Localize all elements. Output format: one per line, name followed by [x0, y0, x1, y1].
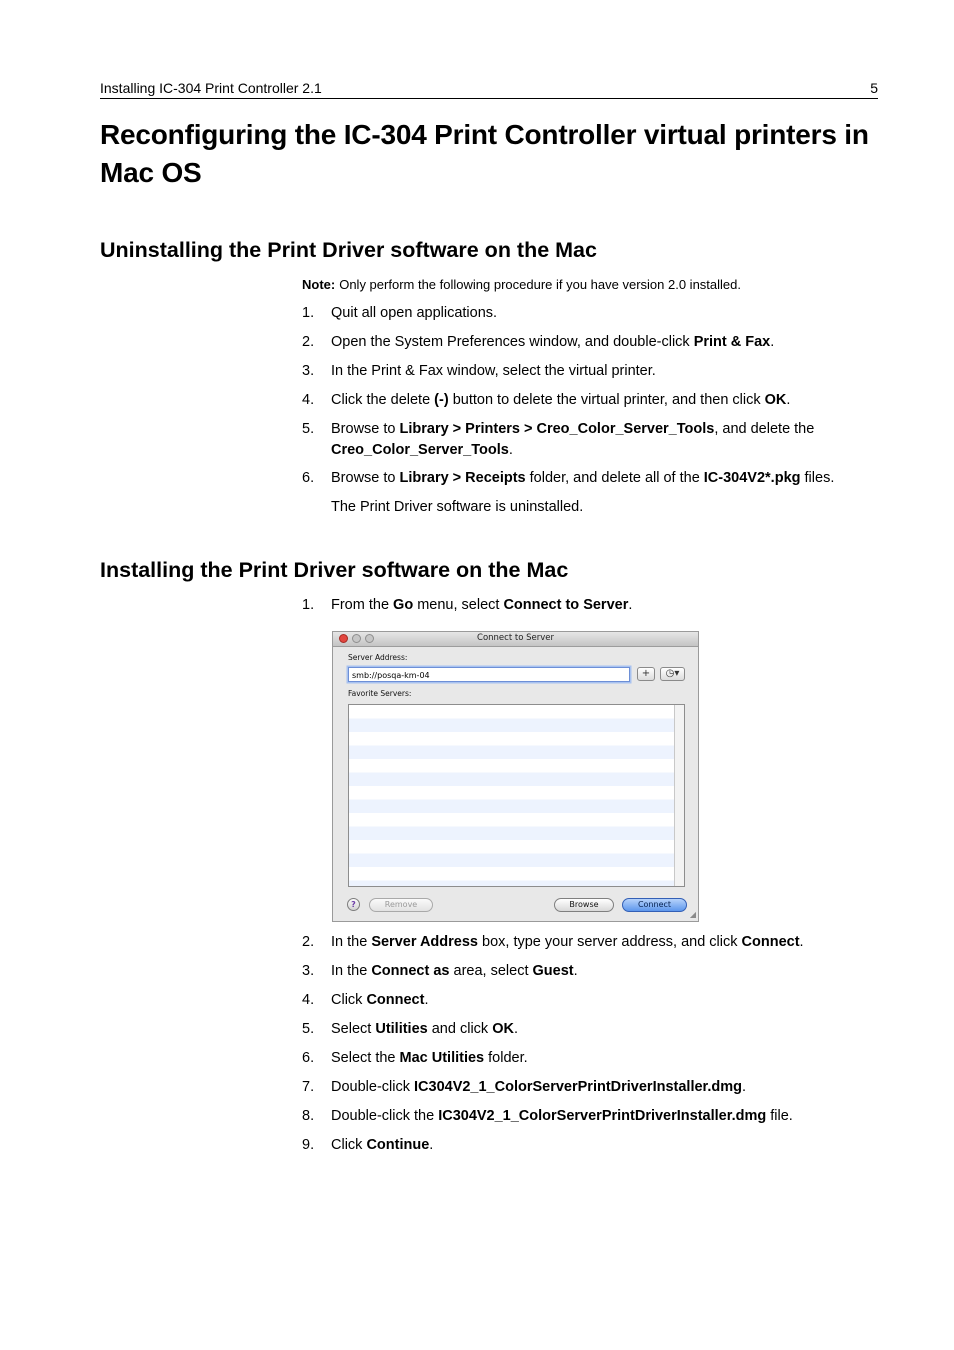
- step-emphasis: Guest: [532, 963, 574, 979]
- step-text-part: .: [628, 597, 633, 613]
- help-button[interactable]: ?: [347, 898, 360, 911]
- step-number: 6.: [302, 1050, 315, 1066]
- step-emphasis: Connect to Server: [503, 597, 629, 613]
- list-item: [302, 468, 872, 489]
- step-text-part: folder, and delete all of the: [525, 470, 704, 486]
- step-text: [331, 990, 872, 1011]
- step-text: [331, 932, 872, 953]
- step-text-part: In the: [331, 963, 372, 979]
- page-header: [100, 78, 878, 99]
- step-number: 5.: [302, 421, 315, 437]
- step-text-part: and click: [427, 1021, 493, 1037]
- step-emphasis: Print & Fax: [693, 334, 771, 350]
- step-emphasis: Connect: [366, 992, 425, 1008]
- step-text-part: area, select: [449, 963, 533, 979]
- recent-servers-button[interactable]: ◷▾: [660, 667, 685, 681]
- step-text-part: , and delete the: [714, 421, 815, 437]
- step-text-part: .: [742, 1079, 747, 1095]
- list-item: [302, 1106, 872, 1127]
- step-text-part: Quit all open applications.: [331, 305, 498, 321]
- list-item: [302, 932, 872, 953]
- step-text-part: Click: [331, 1137, 367, 1153]
- step-number: 3.: [302, 363, 315, 379]
- list-item: [302, 361, 872, 382]
- step-number: 9.: [302, 1137, 315, 1153]
- step-text-part: Double-click: [331, 1079, 414, 1095]
- step-emphasis: Connect: [741, 934, 800, 950]
- header-page-number: 5: [870, 80, 878, 96]
- step-text: [331, 419, 872, 461]
- section-heading-install: Installing the Print Driver software on the Mac: [100, 558, 569, 582]
- step-number: 4.: [302, 392, 315, 408]
- list-item: [302, 1135, 872, 1156]
- step-emphasis: Connect as: [371, 963, 450, 979]
- header-doc-title: Installing IC-304 Print Controller 2.1: [100, 80, 322, 96]
- server-address-label: Server Address:: [348, 653, 408, 662]
- step-emphasis: IC304V2_1_ColorServerPrintDriverInstaller.dmg: [414, 1079, 743, 1095]
- step-text-part: In the: [331, 934, 372, 950]
- remove-button[interactable]: Remove: [369, 898, 433, 912]
- step-text-part: box, type your server address, and click: [477, 934, 742, 950]
- step-emphasis: Server Address: [371, 934, 478, 950]
- step-number: 6.: [302, 470, 315, 486]
- connect-button[interactable]: Connect: [622, 898, 687, 912]
- step-text: [331, 595, 872, 616]
- note: [302, 277, 741, 292]
- favorite-servers-label: Favorite Servers:: [348, 689, 412, 698]
- step-text-part: .: [424, 992, 429, 1008]
- step-text-part: In the Print & Fax window, select the virtual printer.: [331, 363, 656, 379]
- step-emphasis: Library > Receipts: [399, 470, 526, 486]
- list-item: [302, 390, 872, 411]
- list-item: [302, 961, 872, 982]
- favorite-servers-list[interactable]: [348, 704, 685, 887]
- list-item: [302, 990, 872, 1011]
- step-text-part: .: [508, 442, 513, 458]
- step-emphasis: Continue: [366, 1137, 430, 1153]
- step-text-part: Open the System Preferences window, and double-click: [331, 334, 694, 350]
- list-item: [302, 303, 872, 324]
- browse-button[interactable]: Browse: [554, 898, 614, 912]
- favorite-servers-scrollbar[interactable]: [674, 705, 684, 886]
- step-emphasis: IC304V2_1_ColorServerPrintDriverInstaller.dmg: [438, 1108, 767, 1124]
- step-text: [331, 468, 872, 489]
- list-item: [302, 419, 872, 461]
- step-number: 3.: [302, 963, 315, 979]
- favorite-servers-rows: [349, 705, 675, 886]
- step-text-part: .: [770, 334, 775, 350]
- step-text-part: .: [573, 963, 578, 979]
- note-label: Note:: [302, 277, 336, 292]
- server-address-input[interactable]: smb://posqa-km-04: [348, 667, 630, 682]
- step-text: [331, 303, 872, 324]
- step-emphasis: Go: [393, 597, 414, 613]
- step-emphasis: Library > Printers > Creo_Color_Server_Tools: [399, 421, 715, 437]
- step-text: [331, 390, 872, 411]
- list-item: [302, 1019, 872, 1040]
- step-emphasis: Mac Utilities: [399, 1050, 485, 1066]
- list-item: [302, 1048, 872, 1069]
- section-heading-uninstall: Uninstalling the Print Driver software on the Mac: [100, 238, 597, 262]
- step-emphasis: IC-304V2*.pkg: [703, 470, 801, 486]
- step-text-part: Select: [331, 1021, 376, 1037]
- step-text-part: .: [786, 392, 791, 408]
- step-number: 5.: [302, 1021, 315, 1037]
- step-emphasis: OK: [764, 392, 787, 408]
- page-title: Reconfiguring the IC-304 Print Controller virtual printers in Mac OS: [100, 119, 869, 188]
- list-item: [302, 595, 872, 616]
- connect-to-server-dialog: [332, 631, 699, 922]
- step-text: [331, 361, 872, 382]
- note-text: Only perform the following procedure if you have version 2.0 installed.: [339, 277, 741, 292]
- step-text: [331, 1135, 872, 1156]
- step-emphasis: OK: [492, 1021, 514, 1037]
- list-item: [302, 332, 872, 353]
- step-text-part: file.: [766, 1108, 793, 1124]
- step-emphasis: Utilities: [375, 1021, 428, 1037]
- step-text: [331, 1077, 872, 1098]
- step-number: 2.: [302, 334, 315, 350]
- step-text-part: .: [799, 934, 804, 950]
- step-text-part: Double-click the: [331, 1108, 439, 1124]
- step-emphasis: (-): [434, 392, 449, 408]
- step-text-part: folder.: [484, 1050, 528, 1066]
- step-emphasis: Creo_Color_Server_Tools: [331, 442, 509, 458]
- step-text-part: .: [429, 1137, 434, 1153]
- step-text-part: .: [513, 1021, 518, 1037]
- step-number: 1.: [302, 305, 315, 321]
- step-text-part: Select the: [331, 1050, 400, 1066]
- step-text: [331, 1019, 872, 1040]
- list-item: [302, 1077, 872, 1098]
- step-number: 8.: [302, 1108, 315, 1124]
- step-number: 2.: [302, 934, 315, 950]
- resize-grip-icon[interactable]: ◢: [689, 910, 696, 919]
- add-favorite-button[interactable]: +: [637, 667, 655, 681]
- dialog-titlebar: [333, 632, 698, 647]
- step-text: [331, 332, 872, 353]
- step-text: [331, 1106, 872, 1127]
- step-number: 1.: [302, 597, 315, 613]
- step-text-part: Click: [331, 992, 367, 1008]
- step-text-part: From the: [331, 597, 394, 613]
- step-text-part: Browse to: [331, 470, 400, 486]
- step-number: 7.: [302, 1079, 315, 1095]
- step-text-part: button to delete the virtual printer, and then click: [448, 392, 765, 408]
- step-text-part: files.: [800, 470, 835, 486]
- step-text: [331, 1048, 872, 1069]
- step-number: 4.: [302, 992, 315, 1008]
- step-text-part: Browse to: [331, 421, 400, 437]
- step-text-part: menu, select: [413, 597, 504, 613]
- dialog-title: Connect to Server: [477, 633, 554, 643]
- step-text: [331, 961, 872, 982]
- step-text-part: Click the delete: [331, 392, 435, 408]
- uninstall-result: The Print Driver software is uninstalled.: [331, 499, 584, 515]
